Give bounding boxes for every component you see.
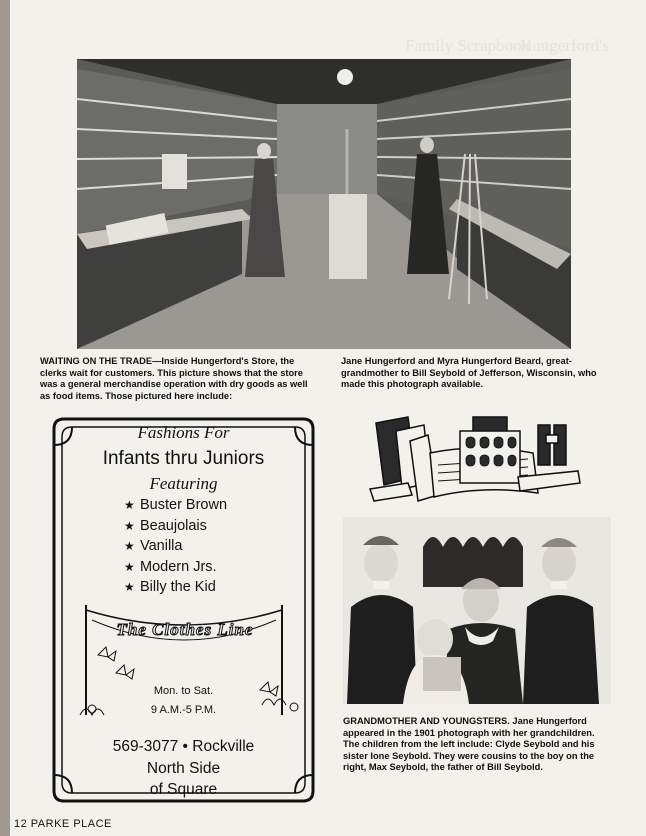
store-caption-right: Jane Hungerford and Myra Hungerford Beard, great-grandmother to Bill Seybold of Jefferson, Wisconsin, who made this photograph available. [341,356,597,390]
store-caption-left [40,356,310,402]
page-binding-edge [0,0,10,836]
ad-hours-time: 9 A.M.-5 P.M. [150,704,217,716]
bleed-through-text: Hungerford's [520,36,609,55]
star-icon: ★ [124,559,135,574]
family-caption: GRANDMOTHER AND YOUNGSTERS. Jane Hungerford appeared in the 1901 photograph with her grandchildren. The children from the left include: Clyde Seybold and his sister Ione Seybold. They were cousins to the boy on the right, Max Seybold, the father of Bill Seybold. [343,716,595,773]
store-name-banner: The Clothes Line [116,620,254,639]
photo-album-illustration [368,413,588,505]
caption-text: —Inside Hungerford's Store, the clerks wait for customers. This picture shows that the store was a general merchandise operation with dry goods as well as food items. Those pictured here include: [40,356,308,401]
bleed-through-text: Family Scrapbook [405,36,531,55]
page-footer: 12 PARKE PLACE [14,818,112,830]
star-icon: ★ [124,580,135,595]
ad-location-1: North Side [146,760,221,777]
brand-item: ★ Billy the Kid [124,577,227,598]
star-icon: ★ [124,498,135,512]
ad-phone-city: 569-3077 • Rockville [112,738,255,755]
brand-item: ★ Vanilla [124,536,227,557]
family-portrait-photo [343,517,611,704]
ad-location-2: of Square [149,781,218,798]
brand-item: ★ Buster Brown [124,495,227,516]
clothes-line-advertisement [50,415,317,805]
brand-item: ★ Modern Jrs. [124,557,227,578]
star-icon: ★ [124,518,135,533]
brand-item: ★ Beaujolais [124,516,227,537]
ad-line-featuring: Featuring [149,474,218,493]
ad-hours-days: Mon. to Sat. [153,685,214,697]
ad-line-infants: Infants thru Juniors [102,448,265,469]
caption-lead: WAITING ON THE TRADE [40,356,153,366]
ad-line-fashions: Fashions For [137,423,230,442]
brand-list [124,495,227,598]
star-icon: ★ [124,539,135,554]
store-interior-photo [77,59,571,349]
